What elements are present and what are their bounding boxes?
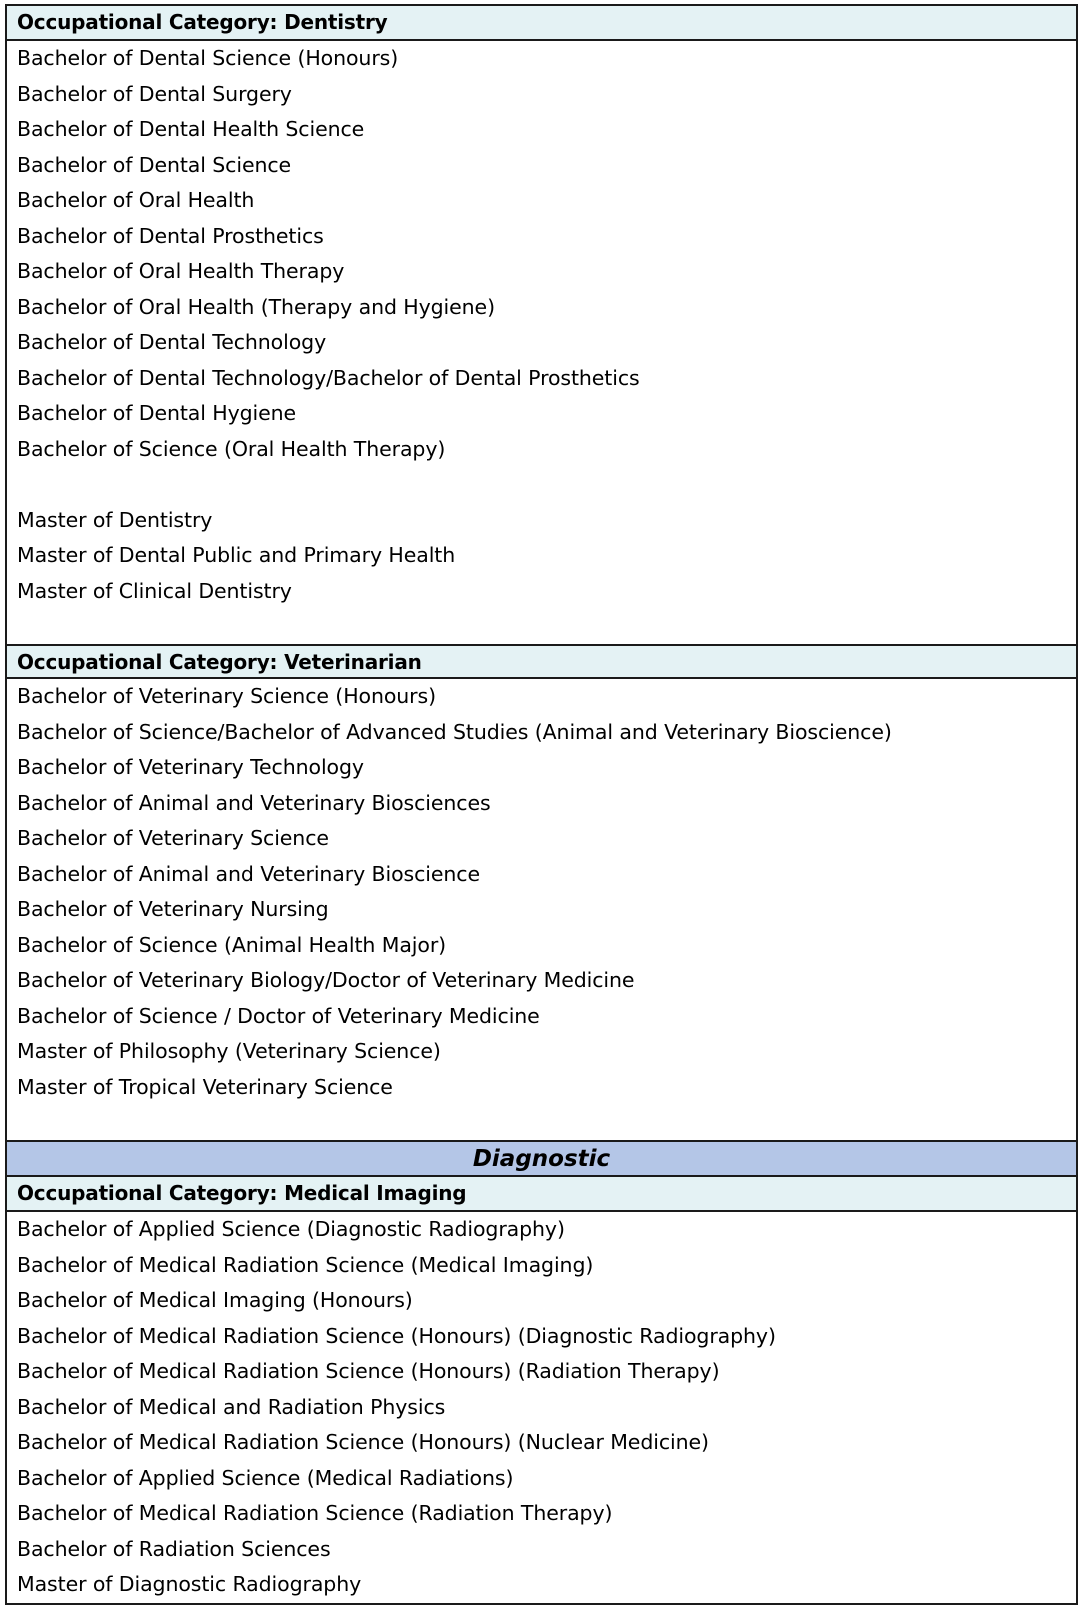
list-item: Bachelor of Dental Surgery — [17, 81, 292, 106]
list-item: Bachelor of Oral Health Therapy — [17, 259, 345, 283]
list-item: Bachelor of Medical Imaging (Honours) — [17, 1288, 413, 1312]
list-item: Bachelor of Medical and Radiation Physics — [17, 1394, 446, 1419]
list-item: Bachelor of Oral Health (Therapy and Hygiene) — [17, 294, 495, 319]
category-header-dentistry: Occupational Category: Dentistry — [7, 6, 1076, 41]
list-item: Master of Clinical Dentistry — [17, 578, 292, 603]
list-item: Bachelor of Medical Radiation Science (Honours) (Radiation Therapy) — [17, 1359, 720, 1383]
list-item: Bachelor of Oral Health — [17, 188, 255, 212]
list-item: Bachelor of Applied Science (Diagnostic Radiography) — [17, 1217, 565, 1241]
list-item: Bachelor of Dental Technology — [17, 330, 327, 354]
list-item: Bachelor of Applied Science (Medical Radiations) — [17, 1465, 514, 1490]
list-item: Bachelor of Dental Science (Honours) — [17, 46, 399, 70]
list-item: Bachelor of Science / Doctor of Veterinary Medicine — [17, 1003, 540, 1028]
list-item: Bachelor of Veterinary Science (Honours) — [17, 684, 436, 708]
blank-line — [17, 1105, 1066, 1140]
list-item: Bachelor of Veterinary Nursing — [17, 897, 329, 921]
list-item: Bachelor of Radiation Sciences — [17, 1536, 331, 1561]
list-item: Bachelor of Animal and Veterinary Bioscience — [17, 861, 480, 886]
list-item: Master of Diagnostic Radiography — [17, 1572, 362, 1596]
list-item: Bachelor of Science/Bachelor of Advanced Studies (Animal and Veterinary Bioscience) — [17, 719, 892, 744]
category-header-medical-imaging: Occupational Category: Medical Imaging — [7, 1177, 1076, 1212]
list-item: Bachelor of Animal and Veterinary Biosciences — [17, 790, 491, 815]
list-item: Bachelor of Dental Health Science — [17, 117, 365, 141]
list-item: Bachelor of Medical Radiation Science (Radiation Therapy) — [17, 1501, 613, 1525]
list-item: Master of Dentistry — [17, 507, 213, 532]
list-item: Master of Dental Public and Primary Health — [17, 543, 456, 567]
medical-imaging-list — [7, 1212, 1076, 1603]
list-item: Bachelor of Dental Prosthetics — [17, 223, 324, 248]
list-item: Bachelor of Medical Radiation Science (Medical Imaging) — [17, 1252, 594, 1277]
list-item: Bachelor of Veterinary Science — [17, 826, 329, 850]
list-item: Bachelor of Science (Oral Health Therapy) — [17, 436, 446, 461]
list-item: Master of Tropical Veterinary Science — [17, 1074, 393, 1099]
dentistry-list — [7, 41, 1076, 644]
list-item: Bachelor of Medical Radiation Science (Honours) (Nuclear Medicine) — [17, 1430, 709, 1454]
qualifications-table — [5, 4, 1078, 1605]
list-item: Bachelor of Dental Technology/Bachelor of Dental Prosthetics — [17, 365, 640, 390]
list-item: Bachelor of Veterinary Technology — [17, 755, 364, 779]
blank-line — [17, 467, 1066, 503]
list-item: Bachelor of Dental Science — [17, 152, 292, 177]
list-item: Bachelor of Veterinary Biology/Doctor of Veterinary Medicine — [17, 968, 635, 992]
list-item: Bachelor of Medical Radiation Science (Honours) (Diagnostic Radiography) — [17, 1323, 776, 1348]
section-banner-diagnostic: Diagnostic — [7, 1140, 1076, 1177]
list-item: Bachelor of Dental Hygiene — [17, 401, 297, 425]
category-header-veterinarian: Occupational Category: Veterinarian — [7, 644, 1076, 679]
list-item: Master of Philosophy (Veterinary Science) — [17, 1039, 441, 1063]
blank-line — [17, 609, 1066, 644]
veterinarian-list — [7, 679, 1076, 1140]
list-item: Bachelor of Science (Animal Health Major) — [17, 932, 447, 957]
